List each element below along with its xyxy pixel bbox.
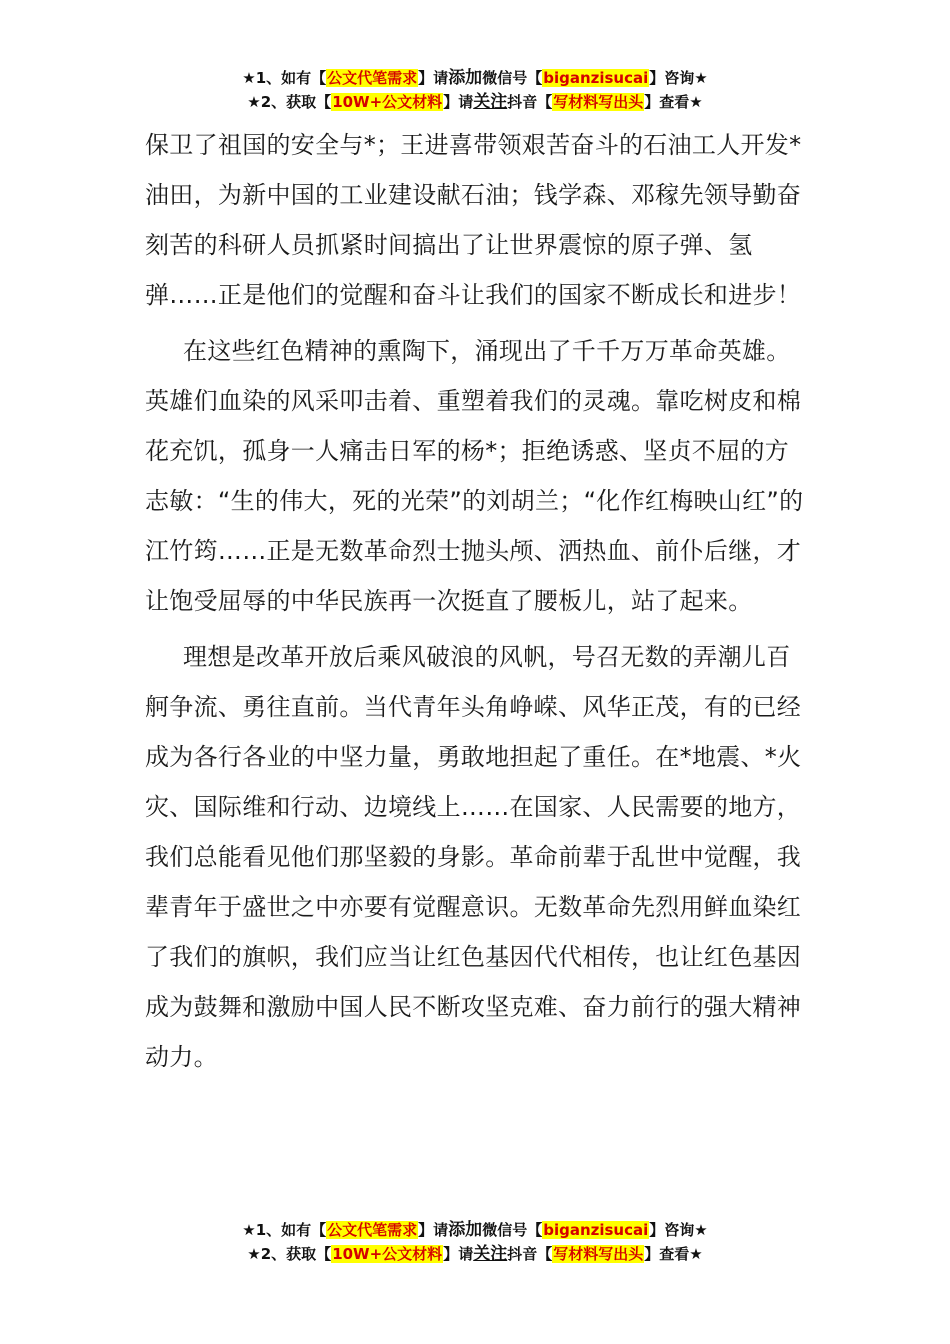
promo-account-name: 写材料写出头 [553, 93, 644, 111]
promo-prefix: ★1、如有【 [242, 69, 327, 87]
promo-text: 】请 [418, 1221, 449, 1239]
promo-suffix: 】咨询★ [649, 69, 708, 87]
promo-highlight: 10W+公文材料 [332, 93, 443, 111]
promo-emphasis: 关注 [473, 92, 508, 112]
promo-emphasis: 添加 [448, 68, 483, 88]
promo-text: 】请 [443, 93, 474, 111]
promo-text: 微信号【 [482, 69, 543, 87]
promo-prefix: ★1、如有【 [242, 1221, 327, 1239]
promo-text: 抖音【 [507, 1245, 553, 1263]
promo-highlight: 10W+公文材料 [332, 1245, 443, 1263]
promo-suffix: 】查看★ [644, 93, 703, 111]
promo-text: 】请 [418, 69, 449, 87]
paragraph: 在这些红色精神的熏陶下，涌现出了千千万万革命英雄。英雄们血染的风采叩击着、重塑着我们的灵魂。靠吃树皮和棉花充饥，孤身一人痛击日军的杨*；拒绝诱惑、坚贞不屈的方志敏：“生的伟大，死的光荣”的刘胡兰；“化作红梅映山红”的江竹筠……正是无数革命烈士抛头颅、洒热血、前仆后继，才让饱受屈辱的中华民族再一次挺直了腰板儿，站了起来。 [145, 337, 804, 615]
promo-highlight: 公文代笔需求 [327, 1221, 418, 1239]
promo-account-name: 写材料写出头 [553, 1245, 644, 1263]
promo-line-2 [0, 90, 950, 114]
promo-line-1 [0, 66, 950, 90]
promo-line-2 [0, 1242, 950, 1266]
promo-suffix: 】查看★ [644, 1245, 703, 1263]
promo-wechat-id: biganzisucai [543, 69, 649, 87]
promo-text: 】请 [443, 1245, 474, 1263]
promo-line-1 [0, 1218, 950, 1242]
promo-suffix: 】咨询★ [649, 1221, 708, 1239]
promo-prefix: ★2、获取【 [247, 1245, 332, 1263]
promo-emphasis: 关注 [473, 1244, 508, 1264]
paragraph: 保卫了祖国的安全与*；王进喜带领艰苦奋斗的石油工人开发*油田，为新中国的工业建设献石油；钱学森、邓稼先领导勤奋刻苦的科研人员抓紧时间搞出了让世界震惊的原子弹、氢弹……正是他们的觉醒和奋斗让我们的国家不断成长和进步！ [145, 131, 802, 309]
promo-emphasis: 添加 [448, 1220, 483, 1240]
promo-prefix: ★2、获取【 [247, 93, 332, 111]
paragraph: 理想是改革开放后乘风破浪的风帆，号召无数的弄潮儿百舸争流、勇往直前。当代青年头角峥嵘、风华正茂，有的已经成为各行各业的中坚力量，勇敢地担起了重任。在*地震、*火灾、国际维和行动、边境线上……在国家、人民需要的地方，我们总能看见他们那坚毅的身影。革命前辈于乱世中觉醒，我辈青年于盛世之中亦要有觉醒意识。无数革命先烈用鲜血染红了我们的旗帜，我们应当让红色基因代代相传，也让红色基因成为鼓舞和激励中国人民不断攻坚克难、奋力前行的强大精神动力。 [145, 643, 802, 1071]
footer-promo-banner [0, 1218, 950, 1266]
promo-wechat-id: biganzisucai [543, 1221, 649, 1239]
header-promo-banner [0, 66, 950, 114]
document-body [145, 120, 813, 1088]
promo-text: 抖音【 [507, 93, 553, 111]
promo-text: 微信号【 [482, 1221, 543, 1239]
promo-highlight: 公文代笔需求 [327, 69, 418, 87]
